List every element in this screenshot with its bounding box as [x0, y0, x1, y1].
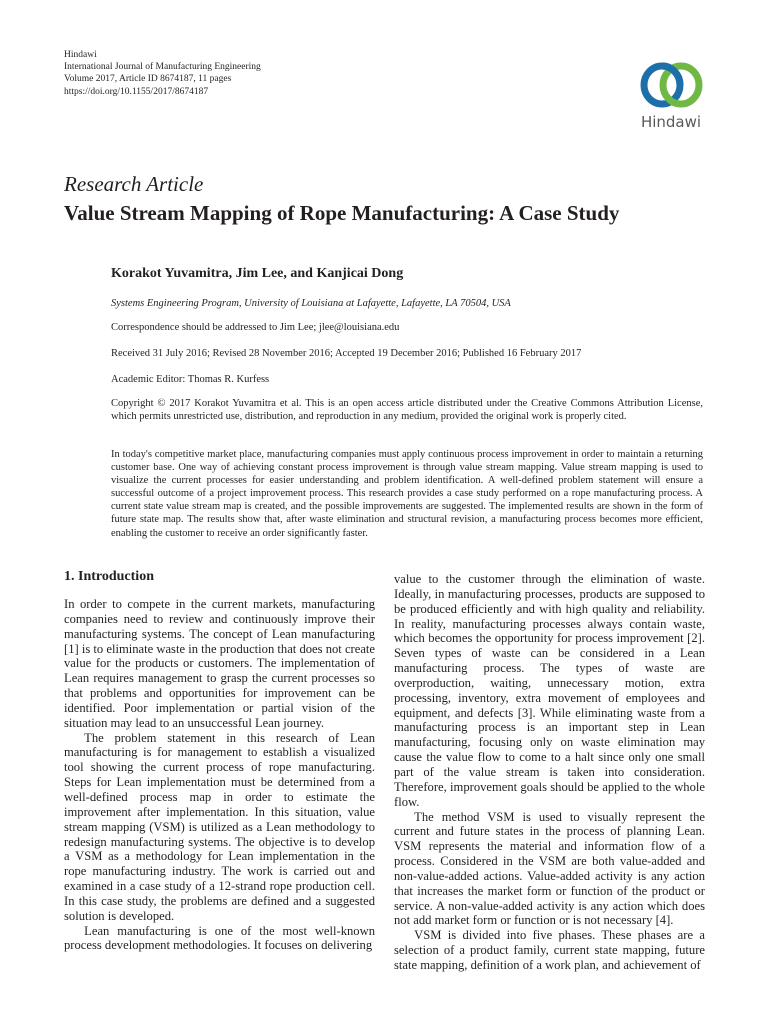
- affiliation: Systems Engineering Program, University of Louisiana at Lafayette, Lafayette, LA 70504, USA: [111, 298, 511, 309]
- academic-editor: Academic Editor: Thomas R. Kurfess: [111, 374, 270, 385]
- body-paragraph: In order to compete in the current markets, manufacturing companies need to review and continuously improve their manufacturing systems. The concept of Lean manufacturing [1] is to eliminate waste in the production that does not create value for the products or customers. The implementation of Lean requires management to grasp the current processes so that problems and opportunities for improvement can be identified. Poor implementation or partial vision of the situation may lead to an unsuccessful Lean journey.: [64, 597, 375, 730]
- volume-info: Volume 2017, Article ID 8674187, 11 pages: [64, 74, 232, 85]
- author-list: Korakot Yuvamitra, Jim Lee, and Kanjicai Dong: [111, 266, 404, 281]
- body-paragraph: Lean manufacturing is one of the most well-known process development methodologies. It focuses on delivering: [64, 923, 375, 953]
- article-title: Value Stream Mapping of Rope Manufacturing: A Case Study: [64, 201, 620, 225]
- doi-link[interactable]: https://doi.org/10.1155/2017/8674187: [64, 86, 209, 97]
- right-column: [394, 572, 705, 973]
- section-heading: 1. Introduction: [64, 569, 154, 584]
- correspondence: Correspondence should be addressed to Jim Lee; jlee@louisiana.edu: [111, 322, 400, 333]
- logo-wordmark: Hindawi: [640, 113, 702, 131]
- body-paragraph: VSM is divided into five phases. These phases are a selection of a product family, current state mapping, future state mapping, definition of a work plan, and achievement of: [394, 928, 705, 972]
- journal-info: [64, 49, 261, 98]
- abstract: In today's competitive market place, manufacturing companies must apply continuous process improvement in order to maintain a returning customer base. One way of achieving constant process improvement is through value stream mapping. Value stream mapping is used to visualize the current processes for easier understanding and problem identification. A well-defined problem statement will ensure a successful outcome of a project improvement process. This research provides a case study performed on a rope manufacturing process. A current state value stream map is created, and the possible improvements are suggested. The implemented results are shown in the form of future state map. The results show that, after waste elimination and structural revision, a manufacturing process becomes more efficient, enabling the customer to receive an order significantly faster.: [111, 449, 703, 539]
- body-paragraph: value to the customer through the elimination of waste. Ideally, in manufacturing processes, products are supposed to be produced efficiently and with high quality and reliability. In reality, manufacturing processes always contain waste, which becomes the opportunity for process improvement [2]. Seven types of waste can be considered in a Lean manufacturing process. The types of waste are overproduction, waiting, unnecessary motion, extra processing, inventory, extra movement of employees and equipment, and defects [3]. While eliminating waste from a manufacturing process is an important step in Lean manufacturing, focusing only on waste elimination may cause the value flow to come to a halt since only one small part of the value stream is taken into consideration. Therefore, improvement goals should be applied to the whole flow.: [394, 572, 705, 809]
- publisher-name: Hindawi: [64, 50, 97, 60]
- body-paragraph: The problem statement in this research of Lean manufacturing is for management to establish a visualized tool showing the current process of rope manufacturing. Steps for Lean implementation must be determined from a well-defined process map in order to estimate the improvement after implementation. In this situation, value stream mapping (VSM) is utilized as a Lean methodology to redesign manufacturing systems. The objective is to develop a VSM as a methodology for Lean implementation in the rope manufacturing industry. The work is carried out and examined in a case study of a 12-strand rope production cell. In this case study, the problems are defined and a suggested solution is developed.: [64, 730, 375, 923]
- left-column: [64, 597, 375, 953]
- copyright-notice: Copyright © 2017 Korakot Yuvamitra et al. This is an open access article distributed under the Creative Commons Attribution License, which permits unrestricted use, distribution, and reproduction in any medium, provided the original work is properly cited.: [111, 398, 703, 423]
- article-type: Research Article: [64, 172, 204, 196]
- publication-dates: Received 31 July 2016; Revised 28 November 2016; Accepted 19 December 2016; Published 16 February 2017: [111, 348, 582, 359]
- body-paragraph: The method VSM is used to visually represent the current and future states in the process of planning Lean. VSM represents the material and information flow of a process. Considered in the VSM are both value-added and non-value-added actions. Value-added activity is any action that increases the market form or function of the product or service. A non-value-added activity is any action which does not add market form or function or is not necessary [4].: [394, 809, 705, 928]
- journal-name: International Journal of Manufacturing Engineering: [64, 62, 261, 73]
